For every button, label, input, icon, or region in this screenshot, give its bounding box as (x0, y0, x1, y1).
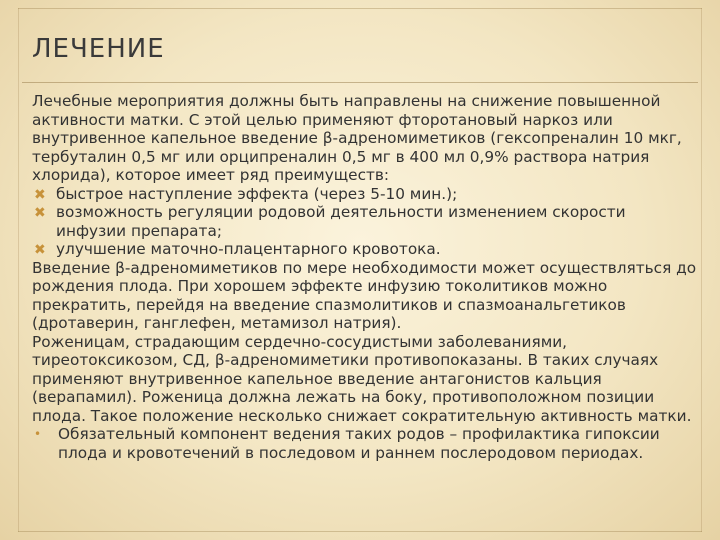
bottom-border-line (18, 531, 702, 532)
advantage-item (32, 185, 700, 204)
paragraph-beta-agonists: Введение β-адреномиметиков по мере необходимости может осуществляться до рождения плода. При хорошем эффекте инфузию токолитиков можно прекратить, перейдя на введение спазмолитиков и спазмоанальгетиков (дротаверин, ганглефен, метамизол натрия). (32, 258, 697, 332)
title-divider (22, 82, 698, 83)
final-list (32, 425, 700, 462)
advantage-item (32, 240, 700, 259)
x-mark-icon: ✖ (34, 205, 46, 221)
slide-content (32, 92, 700, 462)
advantages-list (32, 185, 700, 259)
dot-icon: • (34, 427, 42, 441)
advantage-text: быстрое наступление эффекта (через 5-10 мин.); (56, 184, 458, 203)
left-border-line (18, 8, 19, 532)
paragraph-contraindications: Роженицам, страдающим сердечно-сосудистыми заболеваниями, тиреотоксикозом, СД, β-адреномиметики противопоказаны. В таких случаях применяют внутривенное капельное введение антагонистов кальция (верапамил). Роженица должна лежать на боку, противоположном позиции плода. Такое положение несколько снижает сократительную активность матки. (32, 332, 692, 425)
final-text: Обязательный компонент ведения таких родов – профилактика гипоксии плода и кровотечений в последовом и раннем послеродовом периодах. (58, 425, 660, 462)
x-mark-icon: ✖ (34, 186, 46, 203)
final-item (32, 425, 700, 462)
right-border-line (701, 8, 702, 532)
advantage-item (32, 203, 700, 240)
intro-paragraph: Лечебные мероприятия должны быть направлены на снижение повышенной активности матки. С этой целью применяют фторотановый наркоз или внутривенное капельное введение β-адреномиметиков (гексопреналин 10 мкг, тербуталин 0,5 мг или орципреналин 0,5 мг в 400 мл 0,9% раствора натрия хлорида), которое имеет ряд преимуществ: (32, 92, 682, 184)
top-border-line (18, 8, 702, 9)
slide-title: ЛЕЧЕНИЕ (32, 34, 165, 64)
x-mark-icon: ✖ (34, 242, 46, 258)
advantage-text: возможность регуляции родовой деятельности изменением скорости инфузии препарата; (56, 203, 626, 240)
advantage-text: улучшение маточно-плацентарного кровотока. (56, 240, 441, 258)
